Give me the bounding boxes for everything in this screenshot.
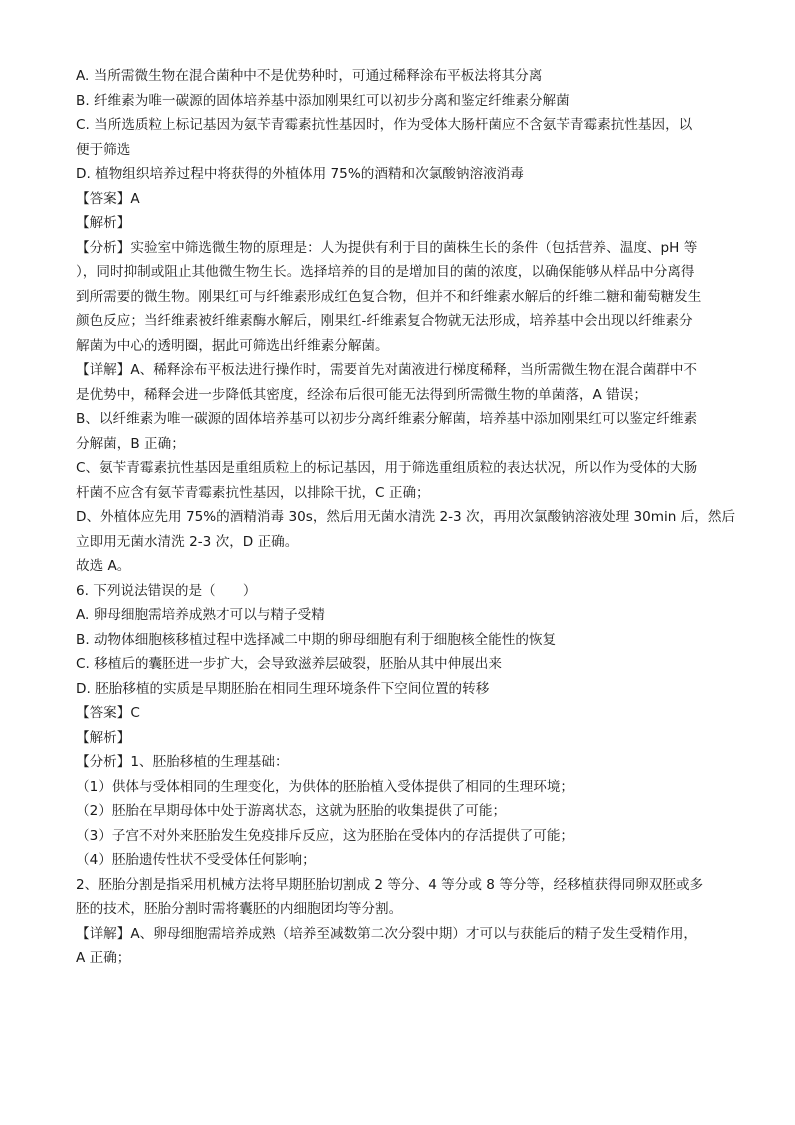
option-a: A. 卵母细胞需培养成熟才可以与精子受精 — [76, 607, 325, 623]
text-line: 颜色反应；当纤维素被纤维素酶水解后，刚果红-纤维素复合物就无法形成，培养基中会出现以纤维素分 — [76, 313, 693, 329]
text-line: 【详解】A、卵母细胞需培养成熟（培养至减数第二次分裂中期）才可以与获能后的精子发生受精作用， — [76, 925, 698, 942]
text-line: 【分析】实验室中筛选微生物的原理是：人为提供有利于目的菌株生长的条件（包括营养、温度、pH 等 — [76, 239, 698, 256]
text-line: 到所需要的微生物。刚果红可与纤维素形成红色复合物，但并不和纤维素水解后的纤维二糖和葡萄糖发生 — [76, 288, 702, 305]
text-line: 解菌为中心的透明圈，据此可筛选出纤维素分解菌。 — [76, 337, 389, 354]
text-line: 分解菌，B 正确； — [76, 435, 185, 452]
text-line: D、外植体应先用 75%的酒精消毒 30s，然后用无菌水清洗 2-3 次，再用次氯酸钠溶液处理 30min 后，然后 — [76, 509, 736, 525]
question-5-options — [76, 64, 755, 187]
text-line: （2）胚胎在早期母体中处于游离状态，这就为胚胎的收集提供了可能； — [76, 803, 507, 819]
option-b: B. 动物体细胞核移植过程中选择减二中期的卵母细胞有利于细胞核全能性的恢复 — [76, 631, 557, 648]
option-a: A. 当所需微生物在混合菌种中不是优势种时，可通过稀释涂布平板法将其分离 — [76, 68, 543, 84]
option-d: D. 植物组织培养过程中将获得的外植体用 75%的酒精和次氯酸钠溶液消毒 — [76, 166, 524, 182]
text-line: 立即用无菌水清洗 2-3 次，D 正确。 — [76, 533, 299, 550]
conclusion: 故选 A。 — [76, 558, 131, 574]
analysis-fenxi — [76, 236, 755, 359]
analysis-label: 【解析】 — [76, 729, 131, 746]
text-line: （1）供体与受体相同的生理变化，为供体的胚胎植入受体提供了相同的生理环境； — [76, 778, 575, 795]
option-b: B. 纤维素为唯一碳源的固体培养基中添加刚果红可以初步分离和鉴定纤维素分解菌 — [76, 92, 570, 109]
option-c: C. 移植后的囊胚进一步扩大，会导致滋养层破裂，胚胎从其中伸展出来 — [76, 656, 502, 672]
option-c: C. 当所选质粒上标记基因为氨苄青霉素抗性基因时，作为受体大肠杆菌应不含氨苄青霉素抗性基因，以 — [76, 117, 693, 133]
text-line: 2、胚胎分割是指采用机械方法将早期胚胎切割成 2 等分、4 等分或 8 等分等，经移植获得同卵双胚或多 — [76, 876, 704, 893]
answer: 【答案】A — [76, 190, 140, 207]
text-line: B、以纤维素为唯一碳源的固体培养基可以初步分离纤维素分解菌，培养基中添加刚果红可以鉴定纤维素 — [76, 411, 698, 427]
analysis-xiangjie — [76, 922, 755, 971]
text-line: A 正确； — [76, 950, 131, 966]
text-line: ），同时抑制或阻止其他微生物生长。选择培养的目的是增加目的菌的浓度，以确保能够从样品中分离得 — [76, 264, 695, 280]
text-line: 杆菌不应含有氨苄青霉素抗性基因，以排除干扰，C 正确； — [76, 484, 430, 501]
analysis-label: 【解析】 — [76, 215, 131, 231]
answer: 【答案】C — [76, 705, 140, 721]
question-6-options — [76, 603, 755, 701]
analysis-fenxi — [76, 750, 755, 922]
option-c-continued: 便于筛选 — [76, 141, 131, 158]
text-line: （3）子宫不对外来胚胎发生免疫排斥反应，这为胚胎在受体内的存活提供了可能； — [76, 827, 575, 844]
text-line: C、氨苄青霉素抗性基因是重组质粒上的标记基因，用于筛选重组质粒的表达状况，所以作为受体的大肠 — [76, 460, 698, 476]
text-line: （4）胚胎遗传性状不受受体任何影响； — [76, 852, 316, 868]
text-line: 【分析】1、胚胎移植的生理基础： — [76, 754, 289, 770]
option-d: D. 胚胎移植的实质是早期胚胎在相同生理环境条件下空间位置的转移 — [76, 680, 490, 697]
text-line: 是优势中，稀释会进一步降低其密度，经涂布后很可能无法得到所需微生物的单菌落，A 错误； — [76, 386, 647, 403]
analysis-xiangjie — [76, 358, 755, 579]
question-6-stem: 6. 下列说法错误的是（ ） — [76, 582, 257, 599]
text-line: 【详解】A、稀释涂布平板法进行操作时，需要首先对菌液进行梯度稀释，当所需微生物在混合菌群中不 — [76, 362, 698, 378]
text-line: 胚的技术，胚胎分割时需将囊胚的内细胞团均等分割。 — [76, 901, 403, 917]
